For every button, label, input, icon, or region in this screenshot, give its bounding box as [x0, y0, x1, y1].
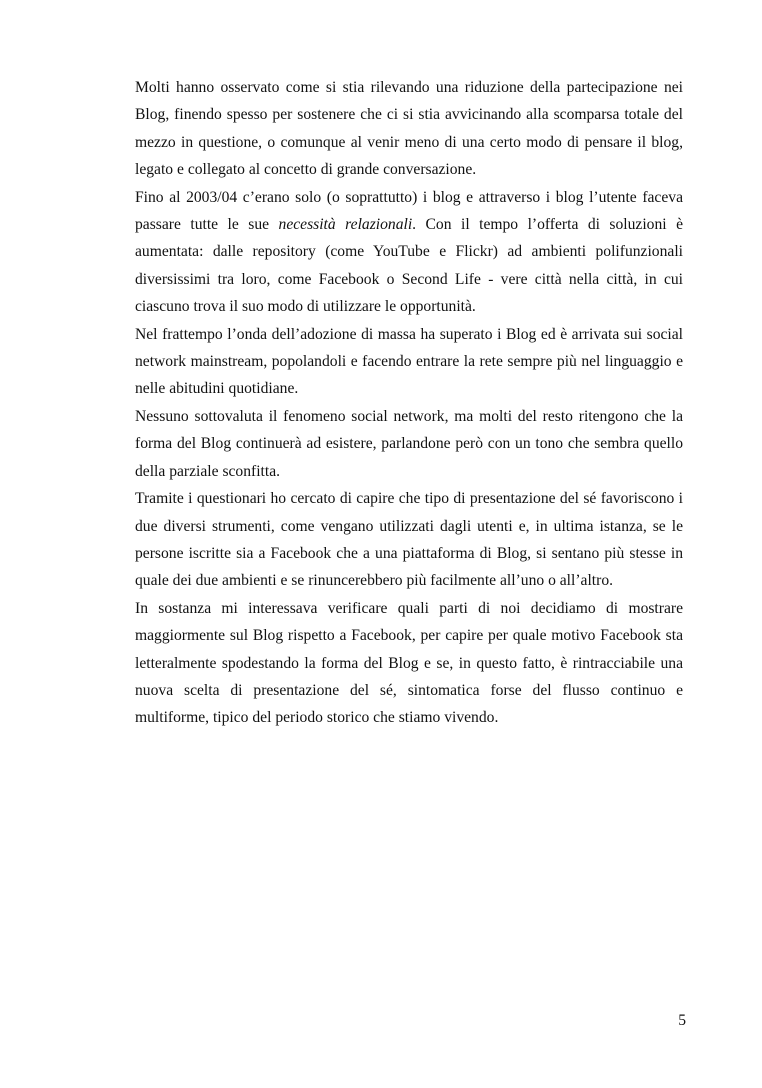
paragraph-6: In sostanza mi interessava verificare quali parti di noi decidiamo di mostrare maggiormente sul Blog rispetto a Facebook, per capire per quale motivo Facebook sta letteralmente spodestando la forma del Blog e se, in questo fatto, è rintracciabile una nuova scelta di presentazione del sé, sintomatica forse del flusso continuo e multiforme, tipico del periodo storico che stiamo vivendo. — [135, 599, 683, 727]
paragraph-2 — [135, 184, 683, 321]
paragraph-1: Molti hanno osservato come si stia rilevando una riduzione della partecipazione nei Blog, finendo spesso per sostenere che ci si stia avvicinando alla scomparsa totale del mezzo in questione, o comunque al venir meno di una certo modo di pensare il blog, legato e collegato al concetto di grande conversazione. — [135, 79, 683, 179]
paragraph-5: Tramite i questionari ho cercato di capire che tipo di presentazione del sé favoriscono i due diversi strumenti, come vengano utilizzati dagli utenti e, in ultima istanza, se le persone iscritte sia a Facebook che a una piattaforma di Blog, si sentano più stesse in quale dei due ambienti e se rinuncerebbero più facilmente all’uno o all’altro. — [135, 490, 683, 590]
page-number: 5 — [678, 1012, 686, 1029]
paragraph-3: Nel frattempo l’onda dell’adozione di massa ha superato i Blog ed è arrivata sui social network mainstream, popolandoli e facendo entrare la rete sempre più nel linguaggio e nelle abitudini quotidiane. — [135, 325, 683, 398]
paragraph-2-text-after: . Con il tempo l’offerta di soluzioni è aumentata: dalle repository (come YouTube e Flickr) ad ambienti polifunzionali diversissimi tra loro, come Facebook o Second Life - vere città nella città, in cui ciascuno trova il suo modo di utilizzare le opportunità. — [135, 216, 683, 316]
paragraph-2-emphasis: necessità relazionali — [278, 216, 413, 234]
paragraph-4: Nessuno sottovaluta il fenomeno social network, ma molti del resto ritengono che la forma del Blog continuerà ad esistere, parlandone però con un tono che sembra quello della parziale sconfitta. — [135, 407, 683, 480]
page-body — [135, 74, 683, 732]
paragraph-2-text-before: Fino al 2003/04 c’erano solo (o soprattutto) i blog e attraverso i blog l’utente faceva passare tutte le sue — [135, 188, 683, 234]
